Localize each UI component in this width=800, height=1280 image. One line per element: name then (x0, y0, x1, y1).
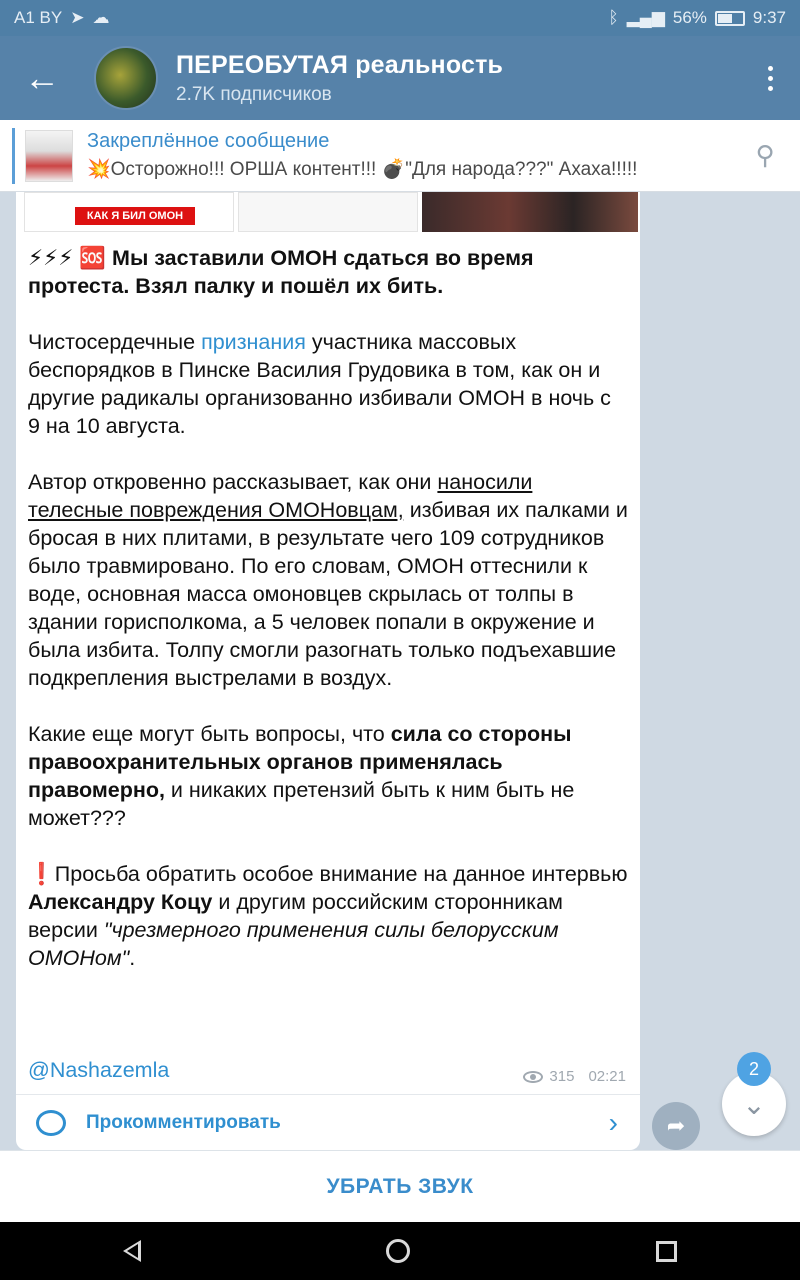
message-text (28, 244, 628, 1000)
app-header (0, 36, 800, 120)
p3-text-a: Какие еще могут быть вопросы, что (28, 722, 391, 746)
message-bubble[interactable] (16, 192, 640, 1150)
message-time: 02:21 (588, 1068, 626, 1085)
underlined-phrase: наносили телесные повреждения ОМОНовцам, (28, 470, 533, 522)
share-button[interactable] (652, 1102, 700, 1150)
channel-avatar[interactable] (94, 46, 158, 110)
telegram-icon: ➤ (70, 8, 85, 27)
message-headline (28, 244, 628, 300)
nav-recent-icon[interactable] (656, 1241, 677, 1262)
eye-icon (523, 1071, 543, 1083)
exclamation-icon: ❗ (28, 862, 55, 886)
share-icon: ➦ (666, 1113, 686, 1138)
chevron-right-icon: › (608, 1106, 618, 1138)
p2-text-a: Автор откровенно рассказывает, как они (28, 470, 438, 494)
p4-text-c: . (129, 946, 136, 970)
signal-icon: ▂▄▆ (626, 8, 665, 27)
comment-icon (36, 1110, 66, 1136)
paragraph-2 (28, 468, 628, 692)
battery-icon (715, 11, 745, 26)
chat-area[interactable] (0, 192, 800, 1150)
more-vert-icon[interactable] (740, 36, 800, 120)
p4-text-b: и другим российским сторонникам версии (28, 890, 563, 942)
pinned-preview: 💥Осторожно!!! ОРША контент!!! 💣"Для народа???" Ахаха!!!!! (87, 159, 638, 180)
status-bar (0, 0, 800, 36)
pinned-message-bar[interactable] (0, 120, 800, 192)
battery-percent: 56% (672, 8, 707, 27)
media-banner: КАК Я БИЛ ОМОН (75, 207, 195, 225)
p4-bold: Александру Коцу (28, 890, 213, 914)
channel-info[interactable] (176, 51, 740, 106)
media-thumb-3[interactable] (422, 192, 638, 232)
headline-text: Мы заставили ОМОН сдаться во время протеста. Взял палку и пошёл их бить. (28, 246, 534, 298)
arrow-left-icon: ← (24, 57, 60, 98)
subscriber-count: 2.7K подписчиков (176, 83, 332, 105)
pin-indicator (12, 128, 15, 184)
clock: 9:37 (752, 8, 786, 27)
media-album[interactable] (24, 192, 638, 232)
view-count: 315 (549, 1068, 575, 1085)
media-thumb-1[interactable] (24, 192, 234, 232)
cloud-icon: ☁ (92, 8, 110, 27)
system-nav-bar (0, 1222, 800, 1280)
unpin-button[interactable] (730, 120, 800, 192)
p3-text-b: и никаких претензий быть к ним быть не может??? (28, 778, 575, 830)
media-thumb-2[interactable] (238, 192, 418, 232)
chevron-down-icon: ⌄ (742, 1088, 766, 1120)
comment-label: Прокомментировать (86, 1111, 281, 1133)
paragraph-4 (28, 860, 628, 972)
channel-title: ПЕРЕОБУТАЯ реальность (176, 50, 504, 79)
unpin-icon: ⚲ (755, 140, 775, 170)
p1-text-b: участника массовых беспорядков в Пинске Василия Грудовика в том, как он и другие радикалы организованно избивали ОМОН в ночь с 9 на 10 августа. (28, 330, 611, 438)
message-meta (523, 1068, 626, 1085)
mute-button[interactable] (0, 1150, 800, 1222)
pinned-title: Закреплённое сообщение (87, 130, 330, 152)
channel-handle-link[interactable]: @Nashazemla (28, 1058, 170, 1082)
headline-emoji: ⚡⚡⚡ 🆘 (28, 246, 107, 270)
nav-home-icon[interactable] (386, 1239, 410, 1263)
back-button[interactable] (0, 36, 84, 120)
nav-back-icon[interactable] (123, 1240, 141, 1262)
confession-link[interactable]: признания (201, 330, 306, 354)
unread-badge: 2 (737, 1052, 771, 1086)
p2-text-b: избивая их палками и бросая в них плитами, в результате чего 109 сотрудников было травмировано. По его словам, ОМОН оттеснили к воде, основная масса омоновцев скрылась от толпы в здании горисполкома, а 5 человек попали в окружение и была избита. Толпу смогли разогнать только подъехавшие подкрепления выстрелами в воздух. (28, 498, 628, 690)
carrier-label: A1 BY (14, 8, 63, 27)
paragraph-1 (28, 328, 628, 440)
pinned-thumbnail (25, 130, 73, 182)
p4-text-a: Просьба обратить особое внимание на данное интервью (54, 862, 628, 886)
bluetooth-icon: ᛒ (608, 8, 619, 27)
mute-label: УБРАТЬ ЗВУК (326, 1174, 474, 1198)
p3-bold: сила со стороны правоохранительных органов применялась правомерно, (28, 722, 572, 802)
paragraph-3 (28, 720, 628, 832)
comment-button[interactable] (16, 1095, 640, 1150)
p1-text-a: Чистосердечные (28, 330, 202, 354)
p4-quote: "чрезмерного применения силы белорусским ОМОНом" (28, 918, 559, 970)
